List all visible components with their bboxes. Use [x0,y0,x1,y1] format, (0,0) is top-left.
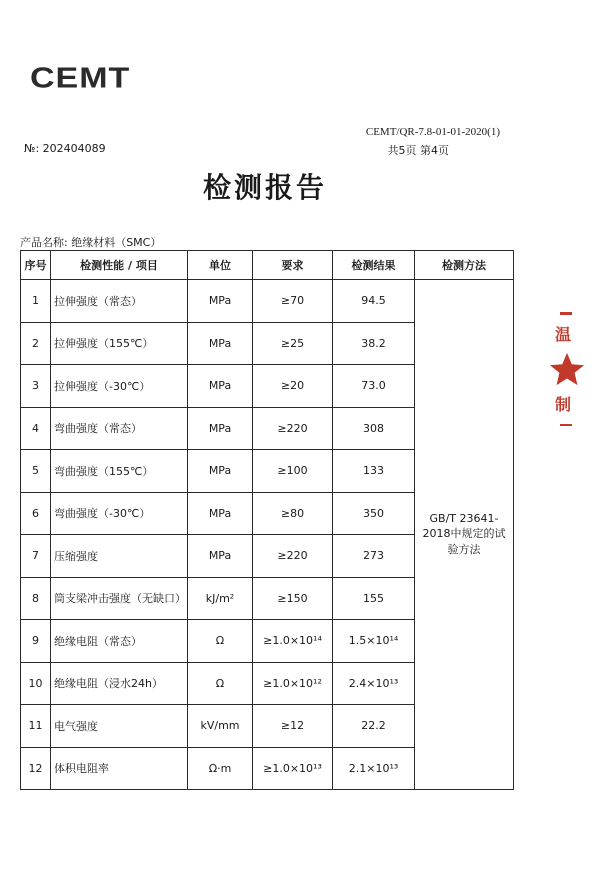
cell-requirement: ≥20 [253,365,333,408]
seal-star-icon [548,350,586,388]
cell-no: 8 [21,577,51,620]
report-number: №: 202404089 [24,142,106,155]
seal-fragment [560,312,572,315]
cell-unit: MPa [188,450,253,493]
seal-char-bottom: 制 [555,395,572,414]
document-code: CEMT/QR-7.8-01-01-2020(1) [365,126,500,138]
cell-requirement: ≥1.0×10¹³ [253,747,333,790]
cell-requirement: ≥12 [253,705,333,748]
cell-requirement: ≥80 [253,492,333,535]
cell-unit: MPa [188,492,253,535]
cell-item: 弯曲强度（常态） [51,407,188,450]
cell-no: 5 [21,450,51,493]
cell-method: GB/T 23641-2018中规定的试验方法 [415,280,514,790]
cell-result: 94.5 [333,280,415,323]
seal-char-top: 温 [555,325,572,344]
cell-item: 筒支梁冲击强度（无缺口） [51,577,188,620]
cell-no: 11 [21,705,51,748]
cell-no: 1 [21,280,51,323]
cell-no: 2 [21,322,51,365]
report-title: 检测报告 [202,171,327,204]
cell-item: 拉伸强度（常态） [51,280,188,323]
header-no: 序号 [21,251,51,280]
cell-result: 308 [333,407,415,450]
cell-no: 3 [21,365,51,408]
cell-unit: kJ/m² [188,577,253,620]
seal-fragment [560,424,572,426]
cell-unit: MPa [188,322,253,365]
cell-requirement: ≥1.0×10¹⁴ [253,620,333,663]
cell-item: 弯曲强度（-30℃） [51,492,188,535]
product-name: 产品名称: 绝缘材料（SMC） [20,236,162,249]
cell-result: 133 [333,450,415,493]
cell-result: 2.4×10¹³ [333,662,415,705]
cell-no: 4 [21,407,51,450]
header-unit: 单位 [188,251,253,280]
table-header-row [21,251,514,280]
cell-item: 绝缘电阻（浸水24h） [51,662,188,705]
cemt-logo: CEMT [30,62,131,95]
cell-item: 压缩强度 [51,535,188,578]
cell-requirement: ≥220 [253,535,333,578]
cell-item: 体积电阻率 [51,747,188,790]
cell-no: 6 [21,492,51,535]
cell-requirement: ≥70 [253,280,333,323]
cell-unit: MPa [188,407,253,450]
header-requirement: 要求 [253,251,333,280]
cell-item: 拉伸强度（155℃） [51,322,188,365]
cell-unit: MPa [188,535,253,578]
cell-requirement: ≥1.0×10¹² [253,662,333,705]
table-row [21,280,514,323]
cell-result: 155 [333,577,415,620]
cell-unit: MPa [188,365,253,408]
cell-item: 电气强度 [51,705,188,748]
cell-requirement: ≥150 [253,577,333,620]
cell-result: 273 [333,535,415,578]
header-result: 检测结果 [333,251,415,280]
cell-requirement: ≥100 [253,450,333,493]
cell-item: 拉伸强度（-30℃） [51,365,188,408]
cell-no: 10 [21,662,51,705]
cell-unit: MPa [188,280,253,323]
cell-result: 350 [333,492,415,535]
cell-unit: Ω·m [188,747,253,790]
cell-no: 12 [21,747,51,790]
cell-item: 绝缘电阻（常态） [51,620,188,663]
header-method: 检测方法 [415,251,514,280]
cell-no: 9 [21,620,51,663]
cell-result: 73.0 [333,365,415,408]
cell-unit: Ω [188,662,253,705]
header-item: 检测性能 / 项目 [51,251,188,280]
cell-result: 2.1×10¹³ [333,747,415,790]
cell-unit: Ω [188,620,253,663]
cell-no: 7 [21,535,51,578]
cell-unit: kV/mm [188,705,253,748]
cell-item: 弯曲强度（155℃） [51,450,188,493]
cell-result: 1.5×10¹⁴ [333,620,415,663]
cell-result: 38.2 [333,322,415,365]
cell-result: 22.2 [333,705,415,748]
cell-requirement: ≥220 [253,407,333,450]
page-info: 共5页 第4页 [387,144,449,157]
test-results-table [20,250,514,790]
cell-requirement: ≥25 [253,322,333,365]
